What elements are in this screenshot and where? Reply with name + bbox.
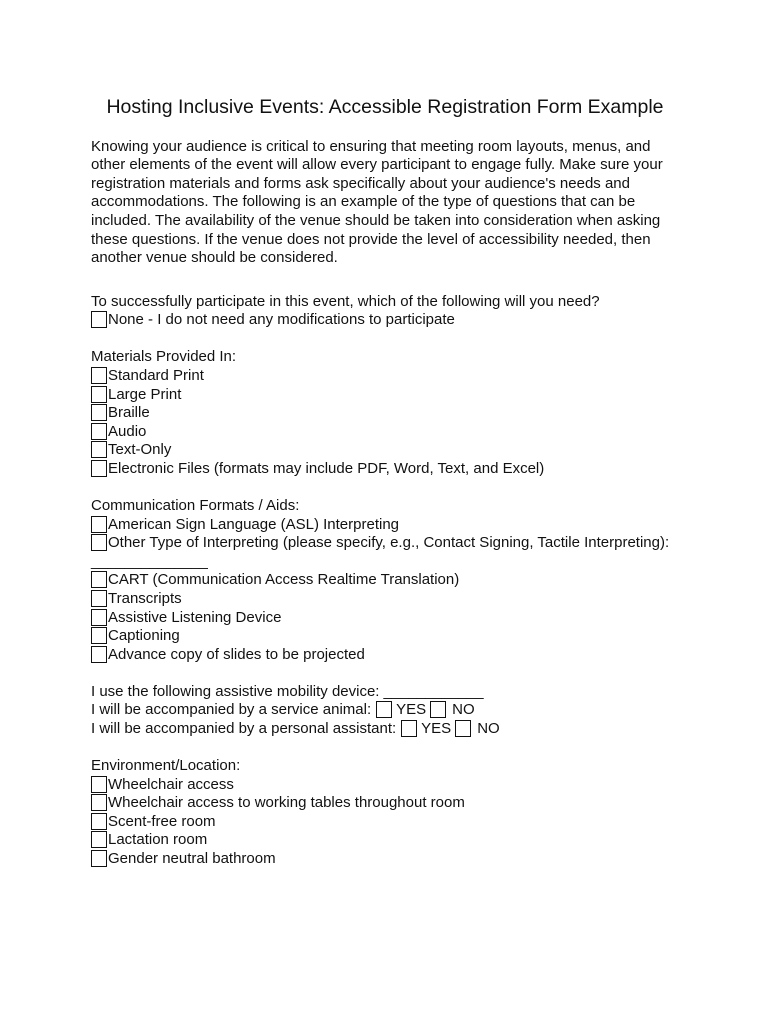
option-label: None - I do not need any modifications to participate <box>108 311 455 329</box>
option-other-interpreting <box>91 534 751 553</box>
yes-label: YES <box>421 719 452 737</box>
intro-line: another venue should be considered. <box>91 249 338 267</box>
option-label: Scent-free room <box>108 812 216 830</box>
intro-line: Knowing your audience is critical to ensuring that meeting room layouts, menus, and <box>91 137 651 155</box>
intro-line: these questions. If the venue does not provide the level of accessibility needed, then <box>91 230 651 248</box>
option-label: Text-Only <box>108 441 172 459</box>
option-advance-slides <box>91 646 751 665</box>
option-braille <box>91 404 751 423</box>
option-label: Captioning <box>108 627 180 645</box>
assistive-listening-checkbox[interactable] <box>91 609 107 626</box>
intro-line: accommodations. The following is an example of the type of questions that can be <box>91 193 636 211</box>
spacer <box>91 739 751 758</box>
service-animal-row <box>91 701 751 720</box>
personal-assistant-no-checkbox[interactable] <box>455 720 471 737</box>
option-transcripts <box>91 590 751 609</box>
mobility-device-blank[interactable]: ____________ <box>383 682 484 700</box>
spacer <box>91 330 751 349</box>
service-animal-no-checkbox[interactable] <box>430 701 446 718</box>
option-label: Transcripts <box>108 589 182 607</box>
option-none <box>91 311 751 330</box>
option-text-only <box>91 441 751 460</box>
environment-heading: Environment/Location: <box>91 757 241 775</box>
large-print-checkbox[interactable] <box>91 386 107 403</box>
audio-checkbox[interactable] <box>91 423 107 440</box>
option-standard-print <box>91 367 751 386</box>
personal-assistant-row <box>91 720 751 739</box>
intro-paragraph <box>91 138 751 268</box>
option-label: Wheelchair access to working tables throughout room <box>108 794 465 812</box>
cart-checkbox[interactable] <box>91 571 107 588</box>
option-audio <box>91 423 751 442</box>
service-animal-label: I will be accompanied by a service animal: <box>91 701 372 719</box>
option-label: Gender neutral bathroom <box>108 850 276 868</box>
option-label: Electronic Files (formats may include PDF, Word, Text, and Excel) <box>108 459 545 477</box>
gender-neutral-bathroom-checkbox[interactable] <box>91 850 107 867</box>
option-wheelchair-access <box>91 776 751 795</box>
yes-label: YES <box>396 701 427 719</box>
advance-slides-checkbox[interactable] <box>91 646 107 663</box>
electronic-files-checkbox[interactable] <box>91 460 107 477</box>
option-large-print <box>91 386 751 405</box>
braille-checkbox[interactable] <box>91 404 107 421</box>
option-asl <box>91 516 751 535</box>
option-captioning <box>91 627 751 646</box>
option-label: American Sign Language (ASL) Interpreting <box>108 515 400 533</box>
wheelchair-tables-checkbox[interactable] <box>91 794 107 811</box>
standard-print-checkbox[interactable] <box>91 367 107 384</box>
option-label: Large Print <box>108 385 182 403</box>
page-title: Hosting Inclusive Events: Accessible Registration Form Example <box>106 96 664 118</box>
materials-heading: Materials Provided In: <box>91 348 237 366</box>
option-gender-neutral-bathroom <box>91 850 751 869</box>
option-assistive-listening <box>91 609 751 628</box>
option-label: Other Type of Interpreting (please specify, e.g., Contact Signing, Tactile Interpreting): <box>108 534 670 552</box>
registration-form <box>91 293 751 869</box>
option-wheelchair-tables <box>91 794 751 813</box>
wheelchair-access-checkbox[interactable] <box>91 776 107 793</box>
mobility-device-label: I use the following assistive mobility device: <box>91 682 380 700</box>
option-lactation-room <box>91 831 751 850</box>
option-electronic-files <box>91 460 751 479</box>
option-label: Audio <box>108 422 147 440</box>
spacer <box>91 478 751 497</box>
captioning-checkbox[interactable] <box>91 627 107 644</box>
spacer <box>91 664 751 683</box>
intro-line: other elements of the event will allow every participant to engage fully. Make sure your <box>91 156 663 174</box>
option-label: CART (Communication Access Realtime Translation) <box>108 571 460 589</box>
personal-assistant-yes-checkbox[interactable] <box>401 720 417 737</box>
intro-line: registration materials and forms ask specifically about your audience's needs and <box>91 174 630 192</box>
option-label: Advance copy of slides to be projected <box>108 645 365 663</box>
asl-checkbox[interactable] <box>91 516 107 533</box>
option-cart <box>91 571 751 590</box>
text-only-checkbox[interactable] <box>91 441 107 458</box>
option-label: Wheelchair access <box>108 775 234 793</box>
transcripts-checkbox[interactable] <box>91 590 107 607</box>
service-animal-yes-checkbox[interactable] <box>376 701 392 718</box>
none-checkbox[interactable] <box>91 311 107 328</box>
option-label: Lactation room <box>108 831 208 849</box>
intro-line: included. The availability of the venue should be taken into consideration when asking <box>91 212 661 229</box>
no-label: NO <box>452 701 475 719</box>
personal-assistant-label: I will be accompanied by a personal assistant: <box>91 719 397 737</box>
communication-heading: Communication Formats / Aids: <box>91 497 300 515</box>
option-label: Assistive Listening Device <box>108 608 282 626</box>
option-label: Braille <box>108 404 150 422</box>
lactation-room-checkbox[interactable] <box>91 831 107 848</box>
scent-free-checkbox[interactable] <box>91 813 107 830</box>
no-label: NO <box>477 719 500 737</box>
other-interpreting-blank[interactable]: ______________ <box>91 552 208 570</box>
needs-question: To successfully participate in this event, which of the following will you need? <box>91 292 600 310</box>
mobility-device-row <box>91 683 751 702</box>
other-interpreting-checkbox[interactable] <box>91 534 107 551</box>
option-label: Standard Print <box>108 367 204 384</box>
option-scent-free <box>91 813 751 832</box>
